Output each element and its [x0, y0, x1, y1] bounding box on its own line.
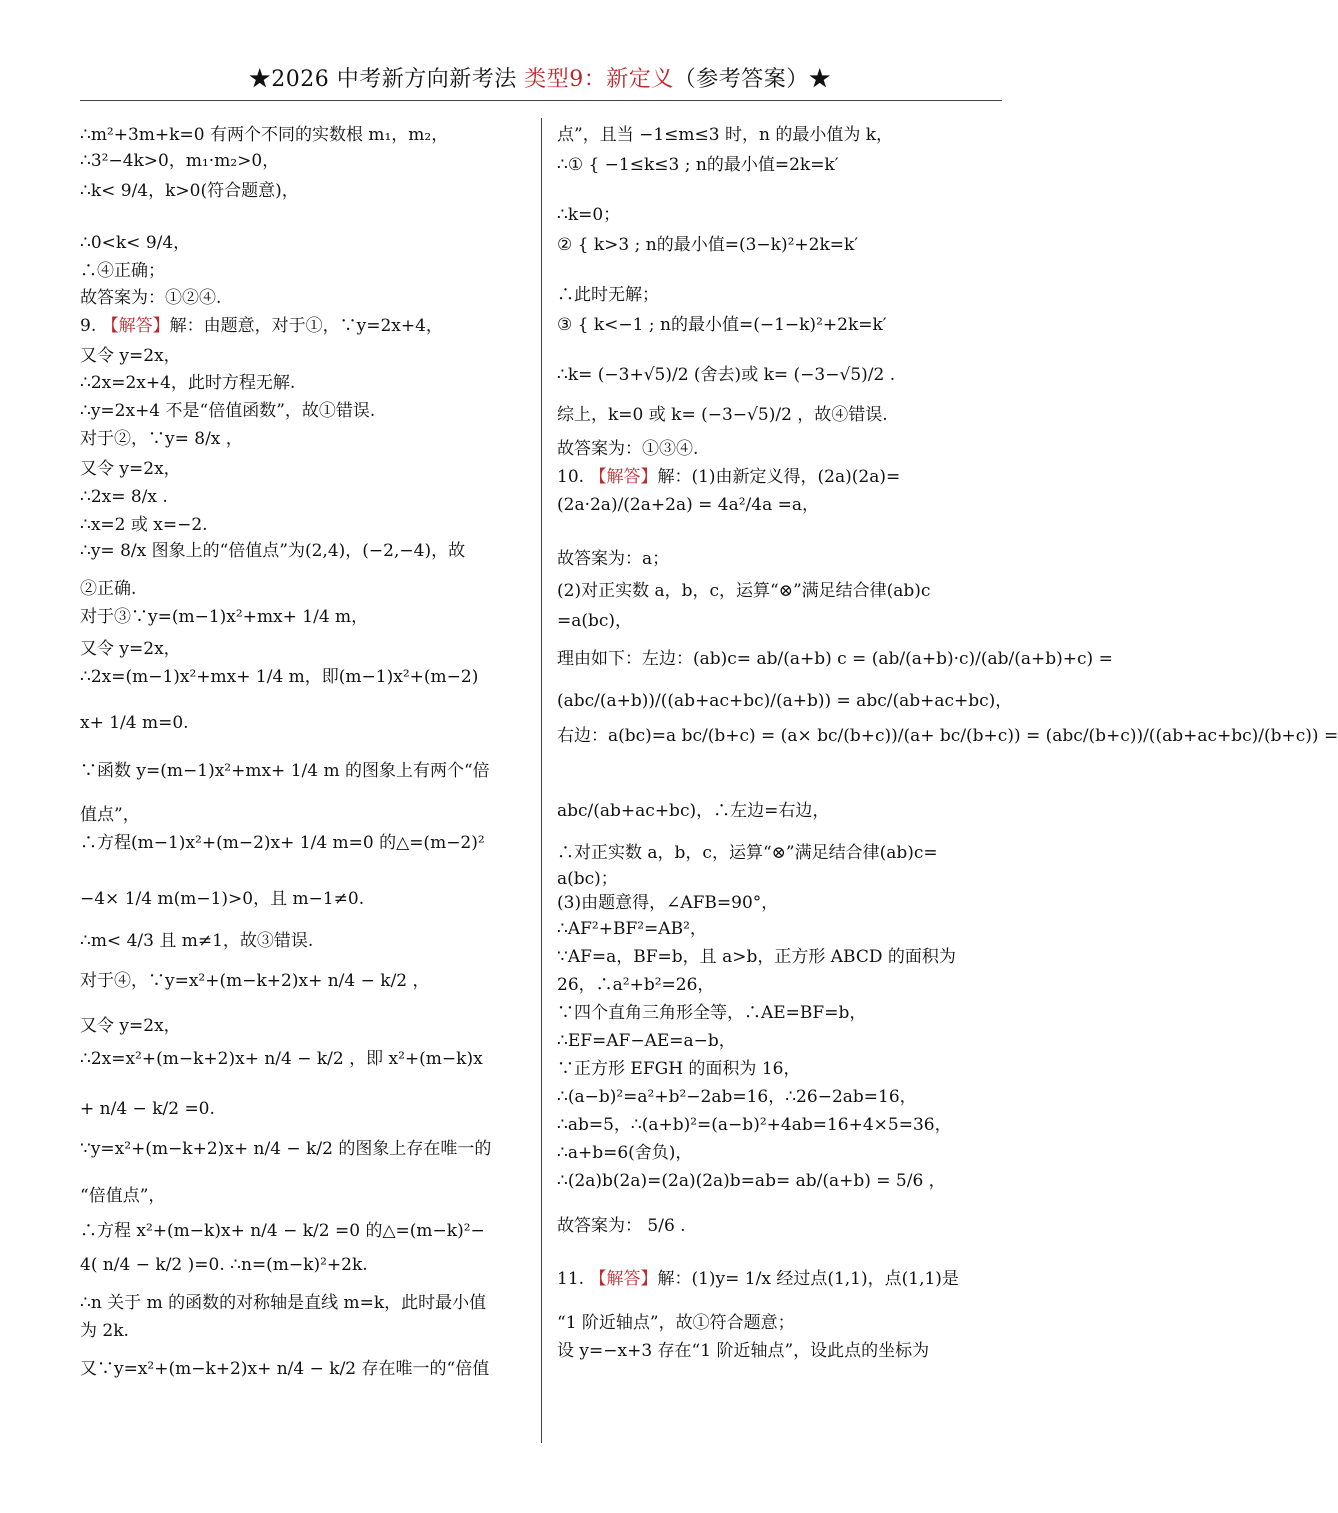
right-line: ② { k>3 ; n的最小值=(3−k)²+2k=k′	[557, 235, 859, 255]
right-line: ∴EF=AF−AE=a−b，	[557, 1031, 736, 1051]
left-line: 又令 y=2x，	[80, 1016, 181, 1036]
right-line: ∵四个直角三角形全等，∴AE=BF=b，	[557, 1003, 867, 1023]
page-header	[0, 62, 1080, 93]
left-line: ∴2x=x²+(m−k+2)x+ n/4 − k/2 ，即 x²+(m−k)x	[80, 1049, 483, 1069]
right-line: “1 阶近轴点”，故①符合题意；	[557, 1313, 795, 1333]
left-line: ∴m< 4/3 且 m≠1，故③错误.	[80, 931, 314, 951]
left-line: x+ 1/4 m=0.	[80, 713, 189, 733]
right-line: ③ { k<−1 ; n的最小值=(−1−k)²+2k=k′	[557, 315, 887, 335]
right-line: abc/(ab+ac+bc)，∴左边=右边，	[557, 801, 830, 821]
left-line: −4× 1/4 m(m−1)>0，且 m−1≠0.	[80, 889, 365, 909]
left-line: ∴2x=(m−1)x²+mx+ 1/4 m，即(m−1)x²+(m−2)	[80, 667, 479, 687]
left-line: ∴m²+3m+k=0 有两个不同的实数根 m₁，m₂，	[80, 125, 449, 145]
right-line: 10. 【解答】解：(1)由新定义得，(2a)(2a)=	[557, 467, 901, 487]
right-line: 故答案为： 5/6 .	[557, 1216, 686, 1236]
right-line: (3)由题意得，∠AFB=90°，	[557, 893, 779, 913]
right-line: 综上，k=0 或 k= (−3−√5)/2 ，故④错误.	[557, 405, 888, 425]
left-line: ∵y=x²+(m−k+2)x+ n/4 − k/2 的图象上存在唯一的	[80, 1139, 492, 1159]
left-line: 值点”，	[80, 805, 140, 825]
left-line: 4( n/4 − k/2 )=0. ∴n=(m−k)²+2k.	[80, 1255, 368, 1275]
right-line: ∴k= (−3+√5)/2 (舍去)或 k= (−3−√5)/2 .	[557, 365, 896, 385]
left-line: 又令 y=2x，	[80, 346, 181, 366]
header-suffix: （参考答案）★	[673, 67, 832, 92]
right-line: 右边：a(bc)=a bc/(b+c) = (a× bc/(b+c))/(a+ bc/(b+c)) = (abc/(b+c))/((ab+ac+bc)/(b+c)) =	[557, 726, 1338, 746]
left-line: ∴2x= 8/x .	[80, 487, 168, 507]
left-line: ∴方程(m−1)x²+(m−2)x+ 1/4 m=0 的△=(m−2)²	[80, 833, 485, 853]
left-line: 对于②，∵y= 8/x ，	[80, 429, 243, 449]
left-line: 故答案为：①②④.	[80, 288, 222, 308]
right-line: ∴① { −1≤k≤3 ; n的最小值=2k=k′	[557, 155, 839, 175]
right-line: ∴(2a)b(2a)=(2a)(2a)b=ab= ab/(a+b) = 5/6 ，	[557, 1171, 946, 1191]
left-line: ∴x=2 或 x=−2.	[80, 515, 208, 535]
left-line: ∴k< 9/4，k>0(符合题意)，	[80, 181, 299, 201]
header-rule	[80, 100, 1002, 101]
right-line: 设 y=−x+3 存在“1 阶近轴点”，设此点的坐标为	[557, 1341, 930, 1361]
left-line: 为 2k.	[80, 1321, 129, 1341]
left-line: 又令 y=2x，	[80, 459, 181, 479]
left-line: 又令 y=2x，	[80, 639, 181, 659]
left-line: ∴④正确；	[80, 261, 165, 281]
right-line: ∵AF=a，BF=b，且 a>b，正方形 ABCD 的面积为	[557, 947, 956, 967]
right-line: (2)对正实数 a，b，c，运算“⊗”满足结合律(ab)c	[557, 581, 931, 601]
left-line: ∴y= 8/x 图象上的“倍值点”为(2,4)，(−2,−4)，故	[80, 541, 466, 561]
left-line: ②正确.	[80, 579, 137, 599]
right-line: 故答案为：①③④.	[557, 439, 699, 459]
right-line: ∴此时无解；	[557, 285, 659, 305]
left-line: ∵函数 y=(m−1)x²+mx+ 1/4 m 的图象上有两个“倍	[80, 761, 490, 781]
left-line: 9. 【解答】解：由题意，对于①，∵y=2x+4，	[80, 316, 443, 336]
right-line: ∴k=0；	[557, 205, 621, 225]
right-line: ∴ab=5，∴(a+b)²=(a−b)²+4ab=16+4×5=36，	[557, 1115, 952, 1135]
left-line: + n/4 − k/2 =0.	[80, 1099, 215, 1119]
right-line: ∵正方形 EFGH 的面积为 16，	[557, 1059, 801, 1079]
left-line: 对于④，∵y=x²+(m−k+2)x+ n/4 − k/2 ，	[80, 971, 430, 991]
left-line: ∴方程 x²+(m−k)x+ n/4 − k/2 =0 的△=(m−k)²−	[80, 1221, 485, 1241]
right-line: (2a·2a)/(2a+2a) = 4a²/4a =a，	[557, 495, 819, 515]
answer-tag: 【解答】	[589, 467, 658, 487]
answer-tag: 【解答】	[589, 1269, 658, 1289]
answer-tag: 【解答】	[101, 316, 170, 336]
right-line: a(bc)；	[557, 869, 618, 889]
left-line: 对于③∵y=(m−1)x²+mx+ 1/4 m，	[80, 607, 369, 627]
left-line: ∴y=2x+4 不是“倍值函数”，故①错误.	[80, 401, 376, 421]
left-line: ∴0<k< 9/4，	[80, 233, 191, 253]
right-line: ∴(a−b)²=a²+b²−2ab=16，∴26−2ab=16，	[557, 1087, 917, 1107]
right-line: ∴AF²+BF²=AB²，	[557, 919, 707, 939]
left-line: “倍值点”，	[80, 1186, 166, 1206]
right-line: ∴对正实数 a，b，c，运算“⊗”满足结合律(ab)c=	[557, 843, 938, 863]
right-line: =a(bc)，	[557, 611, 633, 631]
left-line: ∴3²−4k>0，m₁·m₂>0，	[80, 151, 280, 171]
header-prefix: ★2026 中考新方向新考法	[248, 67, 525, 92]
right-line: 点”，且当 −1≤m≤3 时，n 的最小值为 k，	[557, 125, 894, 145]
column-divider	[541, 118, 542, 1443]
right-line: (abc/(a+b))/((ab+ac+bc)/(a+b)) = abc/(ab+ac+bc)，	[557, 691, 1013, 711]
right-line: 11. 【解答】解：(1)y= 1/x 经过点(1,1)，点(1,1)是	[557, 1269, 959, 1289]
left-line: ∴n 关于 m 的函数的对称轴是直线 m=k，此时最小值	[80, 1293, 487, 1313]
right-line: ∴a+b=6(舍负)，	[557, 1143, 693, 1163]
left-line: ∴2x=2x+4，此时方程无解.	[80, 373, 296, 393]
left-line: 又∵y=x²+(m−k+2)x+ n/4 − k/2 存在唯一的“倍值	[80, 1359, 490, 1379]
header-category: 类型9：新定义	[524, 67, 674, 92]
right-line: 26，∴a²+b²=26，	[557, 975, 715, 995]
right-line: 故答案为：a；	[557, 549, 670, 569]
right-line: 理由如下：左边：(ab)c= ab/(a+b) c = (ab/(a+b)·c)/(ab/(a+b)+c) =	[557, 649, 1113, 669]
